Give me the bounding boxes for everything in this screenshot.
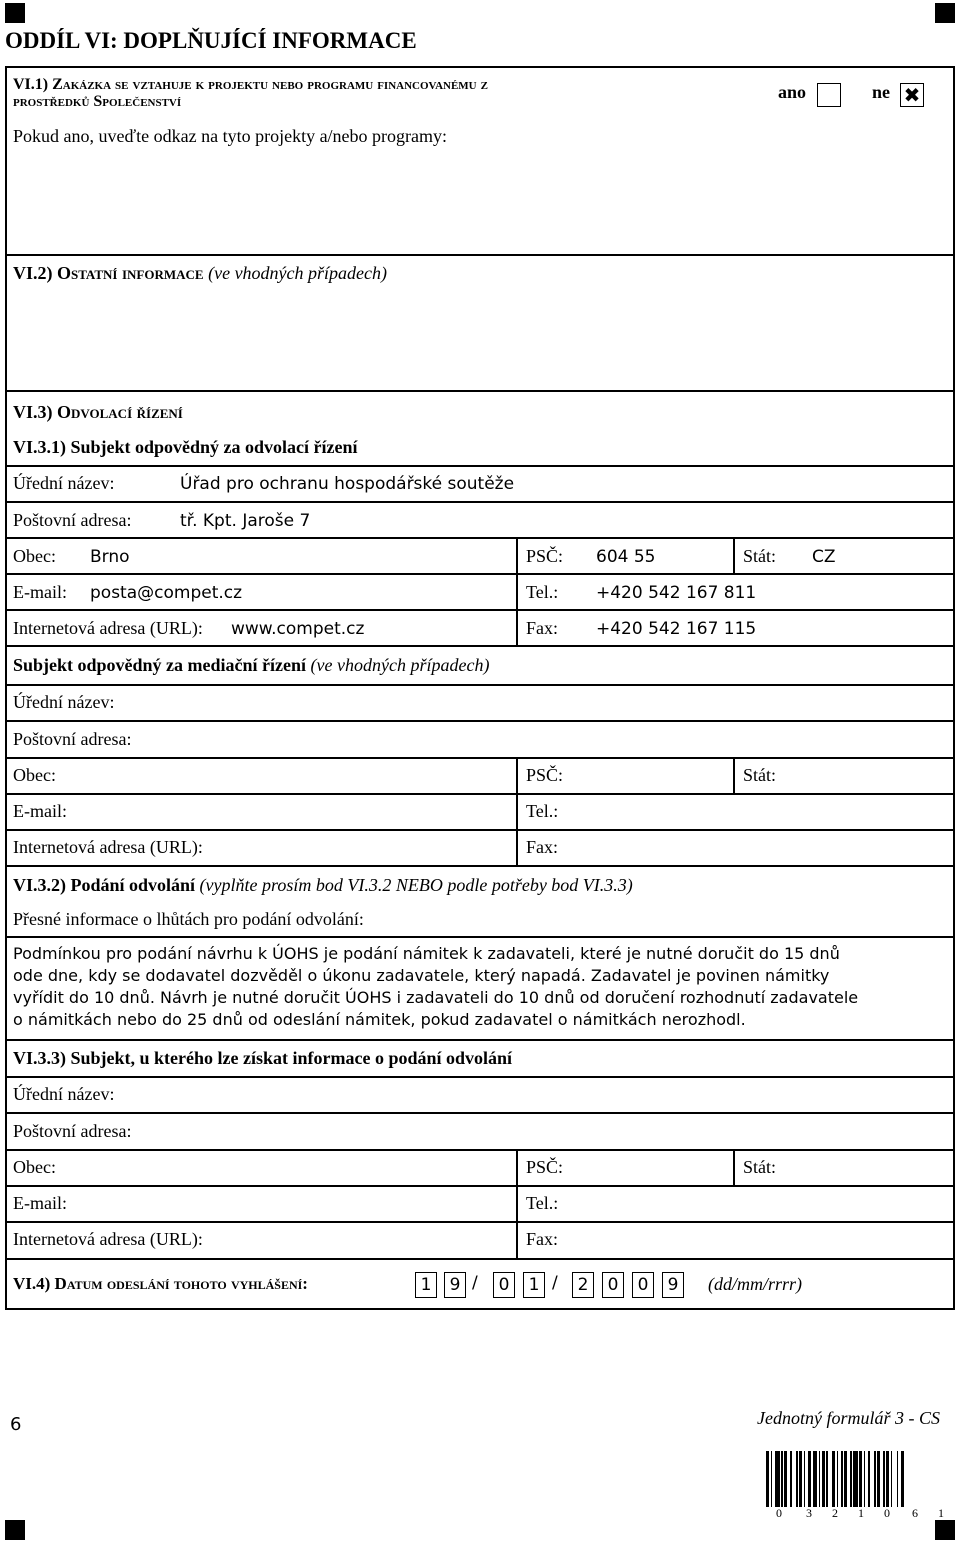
vi31-psc: 604 55 <box>596 547 656 567</box>
vi33-tel-label: Tel.: <box>526 1193 559 1213</box>
vi4-heading: VI.4) Datum odeslání tohoto vyhlášení: <box>13 1274 308 1293</box>
vi31-heading: VI.3.1) Subjekt odpovědný za odvolací řízení <box>13 437 358 457</box>
barcode-digit: 3 <box>806 1506 812 1520</box>
date-digit-y2[interactable]: 0 <box>602 1272 624 1298</box>
vi31-city-label: Obec: <box>13 546 56 566</box>
vi31-official-name: Úřad pro ochranu hospodářské soutěže <box>180 474 515 494</box>
barcode-digit: 6 <box>912 1506 918 1520</box>
vi33-fax-label: Fax: <box>526 1229 559 1249</box>
barcode-digit: 0 <box>884 1506 890 1520</box>
mediation-postal-label: Poštovní adresa: <box>13 729 132 749</box>
mediation-heading: Subjekt odpovědný za mediační řízení <box>13 655 307 675</box>
ano-label: ano <box>778 82 807 102</box>
vi31-fax-label: Fax: <box>526 618 559 638</box>
vi31-url: www.compet.cz <box>231 619 365 639</box>
barcode-digit: 1 <box>858 1506 864 1520</box>
vi32-text-line-1: Podmínkou pro podání návrhu k ÚOHS je podání námitek k zadavateli, které je nutné doručit do 15 dnů <box>13 944 840 963</box>
vi31-tel-label: Tel.: <box>526 582 559 602</box>
vi31-email-label: E-mail: <box>13 582 67 602</box>
vi33-psc-label: PSČ: <box>526 1157 564 1177</box>
ne-label: ne <box>872 82 890 102</box>
vi32-deadline-label: Přesné informace o lhůtách pro podání odvolání: <box>13 909 364 929</box>
mediation-email-label: E-mail: <box>13 801 67 821</box>
vi3-heading: VI.3) Odvolací řízení <box>13 402 183 422</box>
vi31-email: posta@compet.cz <box>90 583 243 603</box>
mediation-city-label: Obec: <box>13 765 56 785</box>
vi32-heading-wrap <box>13 875 633 896</box>
vi31-url-label: Internetová adresa (URL): <box>13 618 203 638</box>
date-digit-m2[interactable]: 1 <box>523 1272 545 1298</box>
vi31-city: Brno <box>90 547 130 567</box>
vi33-official-name-label: Úřední název: <box>13 1084 115 1104</box>
date-separator-1: / <box>472 1273 478 1293</box>
vi33-email-label: E-mail: <box>13 1193 67 1213</box>
section-title: ODDÍL VI: DOPLŇUJÍCÍ INFORMACE <box>5 28 417 53</box>
form-name: Jednotný formulář 3 - CS <box>757 1408 940 1428</box>
ne-checkbox[interactable]: ✖ <box>900 83 924 107</box>
vi33-city-label: Obec: <box>13 1157 56 1177</box>
vi33-heading: VI.3.3) Subjekt, u kterého lze získat informace o podání odvolání <box>13 1048 513 1068</box>
vi32-heading-note: (vyplňte prosím bod VI.3.2 NEBO podle potřeby bod VI.3.3) <box>199 875 633 895</box>
vi2-heading: VI.2) Ostatní informace <box>13 263 204 283</box>
vi32-text-line-4: o námitkách nebo do 25 dnů od odeslání námitek, pokud zadavatel o námitkách nerozhodl. <box>13 1010 746 1029</box>
vi31-country-label: Stát: <box>743 546 777 566</box>
registration-mark-top-right <box>935 3 955 23</box>
date-digit-m1[interactable]: 0 <box>493 1272 515 1298</box>
vi31-fax: +420 542 167 115 <box>596 619 757 639</box>
vi1-heading-line2: prostředků Společenství <box>13 93 182 110</box>
registration-mark-top-left <box>5 3 25 23</box>
vi31-postal: tř. Kpt. Jaroše 7 <box>180 511 311 531</box>
mediation-country-label: Stát: <box>743 765 777 785</box>
barcode-digit: 0 <box>776 1506 782 1520</box>
ano-checkbox[interactable] <box>817 83 841 107</box>
barcode-digit: 2 <box>832 1506 838 1520</box>
date-format-note: (dd/mm/rrrr) <box>708 1274 803 1294</box>
vi31-country: CZ <box>812 547 836 567</box>
date-digit-y4[interactable]: 9 <box>662 1272 684 1298</box>
vi2-heading-wrap <box>13 263 387 284</box>
registration-mark-bottom-left <box>5 1520 25 1540</box>
date-digit-y3[interactable]: 0 <box>632 1272 654 1298</box>
barcode <box>766 1451 954 1507</box>
mediation-official-name-label: Úřední název: <box>13 692 115 712</box>
vi32-text-line-2: ode dne, kdy se dodavatel dozvěděl o úkonu zadavatele, který napadá. Zadavatel je povinen námitky <box>13 966 830 985</box>
mediation-fax-label: Fax: <box>526 837 559 857</box>
date-digit-y1[interactable]: 2 <box>572 1272 594 1298</box>
vi33-country-label: Stát: <box>743 1157 777 1177</box>
vi32-heading: VI.3.2) Podání odvolání <box>13 875 196 895</box>
vi2-heading-note: (ve vhodných případech) <box>208 263 388 283</box>
vi1-prompt: Pokud ano, uveďte odkaz na tyto projekty a/nebo programy: <box>13 126 448 146</box>
date-separator-2: / <box>552 1273 558 1293</box>
vi31-official-name-label: Úřední název: <box>13 473 115 493</box>
vi33-postal-label: Poštovní adresa: <box>13 1121 132 1141</box>
vi31-tel: +420 542 167 811 <box>596 583 757 603</box>
vi33-url-label: Internetová adresa (URL): <box>13 1229 203 1249</box>
mediation-tel-label: Tel.: <box>526 801 559 821</box>
vi1-heading-line1: VI.1) Zakázka se vztahuje k projektu nebo programu financovanému z <box>13 76 488 93</box>
vi31-psc-label: PSČ: <box>526 546 564 566</box>
barcode-digit: 1 <box>938 1506 944 1520</box>
mediation-heading-note: (ve vhodných případech) <box>310 655 490 675</box>
date-digit-d1[interactable]: 1 <box>415 1272 437 1298</box>
vi31-postal-label: Poštovní adresa: <box>13 510 132 530</box>
date-digit-d2[interactable]: 9 <box>444 1272 466 1298</box>
mediation-psc-label: PSČ: <box>526 765 564 785</box>
vi32-text-line-3: vyřídit do 10 dnů. Návrh je nutné doručit ÚOHS i zadavateli do 10 dnů od doručení rozhodnutí zadavatele <box>13 988 859 1007</box>
mediation-heading-wrap <box>13 655 489 676</box>
mediation-url-label: Internetová adresa (URL): <box>13 837 203 857</box>
page-number: 6 <box>10 1414 22 1435</box>
registration-mark-bottom-right <box>935 1520 955 1540</box>
